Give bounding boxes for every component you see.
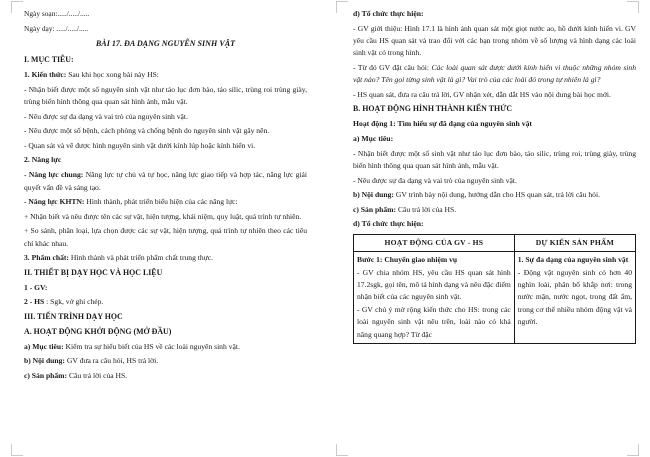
text-knowledge: Sau khi học xong bài này HS: — [66, 70, 159, 80]
section-heading-equipment: II. THIẾT BỊ DẠY HỌC VÀ HỌC LIỆU — [24, 267, 163, 277]
section-heading-activity-1: Hoạt động 1: Tìm hiểu sự đã dạng của nguyên sinh vật — [353, 119, 532, 129]
paragraph-activity-product — [353, 204, 636, 216]
table-header-row — [354, 234, 636, 251]
table-cell-expected-product — [514, 252, 635, 344]
paragraph-competence-plus-2: + So sánh, phân loại, lựa chọn được các sự vật, hiện tượng, quá trình tự nhiên theo các tiêu chí khác nhau. — [24, 226, 307, 248]
label-warmup-content: b) Nội dung: — [24, 356, 65, 366]
section-heading-warmup: A. HOẠT ĐỘNG KHỞI ĐỘNG (MỞ ĐẦU) — [24, 326, 172, 336]
paragraph-warmup-goal — [24, 341, 307, 353]
paragraph-knowledge-intro — [24, 69, 307, 81]
paragraph-bullet-1: - Nhận biết được một số nguyên sinh vật như tảo lục đơn bào, tảo silic, trùng roi trùng giày, trùng biến hình thông qua quan sát hình ảnh, mẫu vật. — [24, 84, 307, 107]
paragraph-warmup-content — [24, 355, 307, 367]
paragraph-warmup-question — [353, 62, 636, 87]
date-taught-line: Ngày dạy: ...../...../..... — [24, 24, 89, 34]
paragraph-activity-goal-1: - Nhận biết được một số sinh vật như tảo lục đơn bào, tảo silic, trùng roi, trùng giày, trùng biến hình thông qua quan sát hình ảnh, mẫu vật. — [353, 148, 636, 171]
text-warmup-content: GV đưa ra câu hỏi, HS trả lời. — [64, 356, 159, 366]
document-title: BÀI 17. ĐA DẠNG NGUYÊN SINH VẬT — [95, 39, 236, 49]
label-science-competence: - Năng lực KHTN: — [24, 197, 85, 207]
label-general-competence: - Năng lực chung: — [24, 170, 84, 180]
paragraph-bullet-4: - Quan sát và vẽ được hình nguyên sinh vật dưới kính lúp hoặc kính hiển vi. — [24, 140, 256, 150]
text-question-italic: Các loài quan sát được dưới kính hiển vi thuộc những nhóm sinh vật nào? Tên gọi từng sinh vật là gì? Vai trò của các loài đó trong tự nhiên là gì? — [353, 62, 636, 85]
text-general-competence: Năng lực tự chủ và tự học, năng lực giao tiếp và hợp tác, năng lực giải quyết vấn đề và sáng tạo. — [24, 170, 307, 192]
label-quality: 3. Phẩm chất: — [24, 253, 69, 263]
section-heading-process: III. TIẾN TRÌNH DẠY HỌC — [24, 311, 123, 321]
paragraph-warmup-product — [24, 370, 307, 382]
text-question-lead: - Từ đó GV đặt câu hỏi: — [353, 62, 432, 72]
text-quality: Hình thành và phát triển phẩm chất trung thực. — [68, 253, 214, 263]
label-activity-goal: a) Mục tiêu: — [353, 134, 394, 144]
section-heading-objectives: I. MỤC TIÊU: — [24, 55, 74, 65]
activity-table — [353, 234, 636, 345]
text-warmup-goal: Kiểm tra sự hiểu biết của HS về các loài nguyên sinh vật. — [63, 341, 240, 351]
table-row — [354, 252, 636, 344]
product-heading-diversity: 1. Sự đa dạng của nguyên sinh vật — [517, 255, 629, 265]
step-1-label: Bước 1: Chuyển giao nhiệm vụ — [357, 255, 458, 265]
label-warmup-organization: d) Tổ chức thực hiện: — [353, 9, 424, 18]
label-student: 2 - HS — [24, 297, 45, 307]
document-page-2 — [325, 0, 650, 457]
label-warmup-product: c) Sản phẩm: — [24, 370, 68, 380]
label-activity-content: b) Nội dung: — [353, 190, 394, 200]
product-bullet-1: - Động vật nguyên sinh có hơn 40 nghìn loài, phân bố khắp nơi: trong nước mặn, nước ngọt, trong đất ẩm, trong cơ thể nhiều nhóm động vật và người. — [517, 267, 632, 327]
label-warmup-goal: a) Mục tiêu: — [24, 341, 64, 351]
label-activity-product: c) Sản phẩm: — [353, 204, 397, 214]
label-knowledge: 1. Kiến thức: — [24, 70, 67, 80]
paragraph-bullet-2: - Nêu được sự đa dạng và vai trò của nguyên sinh vật. — [24, 111, 188, 121]
paragraph-activity-content — [353, 189, 636, 201]
text-warmup-product: Câu trả lời của HS. — [67, 370, 128, 380]
paragraph-quality — [24, 252, 307, 264]
text-student: : Sgk, vở ghi chép. — [44, 297, 104, 307]
paragraph-competence-plus-1: + Nhận biết và nêu được tên các sự vật, hiện tượng, khái niệm, quy luật, quá trình tự nhiên. — [24, 211, 302, 221]
table-cell-activities — [354, 252, 515, 344]
text-activity-content: GV trình bày nội dung, hướng dẫn cho HS quan sát, trả lời câu hỏi. — [393, 190, 600, 200]
page-2-content — [325, 0, 650, 457]
paragraph-activity-goal-2: - Nêu được sự đa dạng và vai trò của nguyên sinh vật. — [353, 175, 517, 185]
step-1-bullet-1: - GV chia nhóm HS, yêu cầu HS quan sát hình 17.2sgk, gọi tên, mô tả hình dạng và nêu đặc điểm nhận biết của các nguyên sinh vật. — [357, 267, 511, 302]
paragraph-bullet-3: - Nêu được một số bệnh, cách phòng và chống bệnh do nguyên sinh vật gây nên. — [24, 126, 270, 136]
date-prepared-line: Ngày soạn:...../...../..... — [24, 9, 90, 18]
step-1-bullet-2: - GV chú ý mở rộng kiến thức cho HS: trong các loài nguyên sinh vật nêu trên, loài nào có khả năng quang hợp? Từ đặc — [357, 305, 511, 339]
label-activity-organization: d) Tổ chức thực hiện: — [353, 219, 424, 229]
paragraph-science-competence — [24, 196, 307, 208]
paragraph-teacher-materials — [24, 282, 307, 294]
table-header-activities: HOẠT ĐỘNG CỦA GV - HS — [354, 234, 515, 251]
text-science-competence: Hình thành, phát triển biểu hiện của các năng lực: — [84, 197, 238, 207]
paragraph-student-materials — [24, 296, 307, 308]
paragraph-warmup-step-1: - GV giới thiệu: Hình 17.1 là hình ảnh quan sát một giọt nước ao, hồ dưới kính hiển vi. GV yêu cầu HS quan sát và trao đổi với các bạn trong nhóm về số lượng và hình dạng các loài sinh vật có trong hình. — [353, 23, 636, 58]
paragraph-warmup-step-2: - HS quan sát, đưa ra câu trả lời, GV nhận xét, dẫn dắt HS vào nội dung bài học mới. — [353, 89, 611, 99]
table-header-expected-product: DỰ KIẾN SẢN PHẨM — [514, 234, 635, 251]
text-activity-product: Câu trả lời của HS. — [396, 204, 457, 214]
section-heading-competence: 2. Năng lực — [24, 155, 62, 165]
section-heading-knowledge-formation: B. HOẠT ĐỘNG HÌNH THÀNH KIẾN THỨC — [353, 104, 513, 114]
label-teacher: 1 - GV: — [24, 282, 48, 292]
paragraph-general-competence — [24, 169, 307, 194]
